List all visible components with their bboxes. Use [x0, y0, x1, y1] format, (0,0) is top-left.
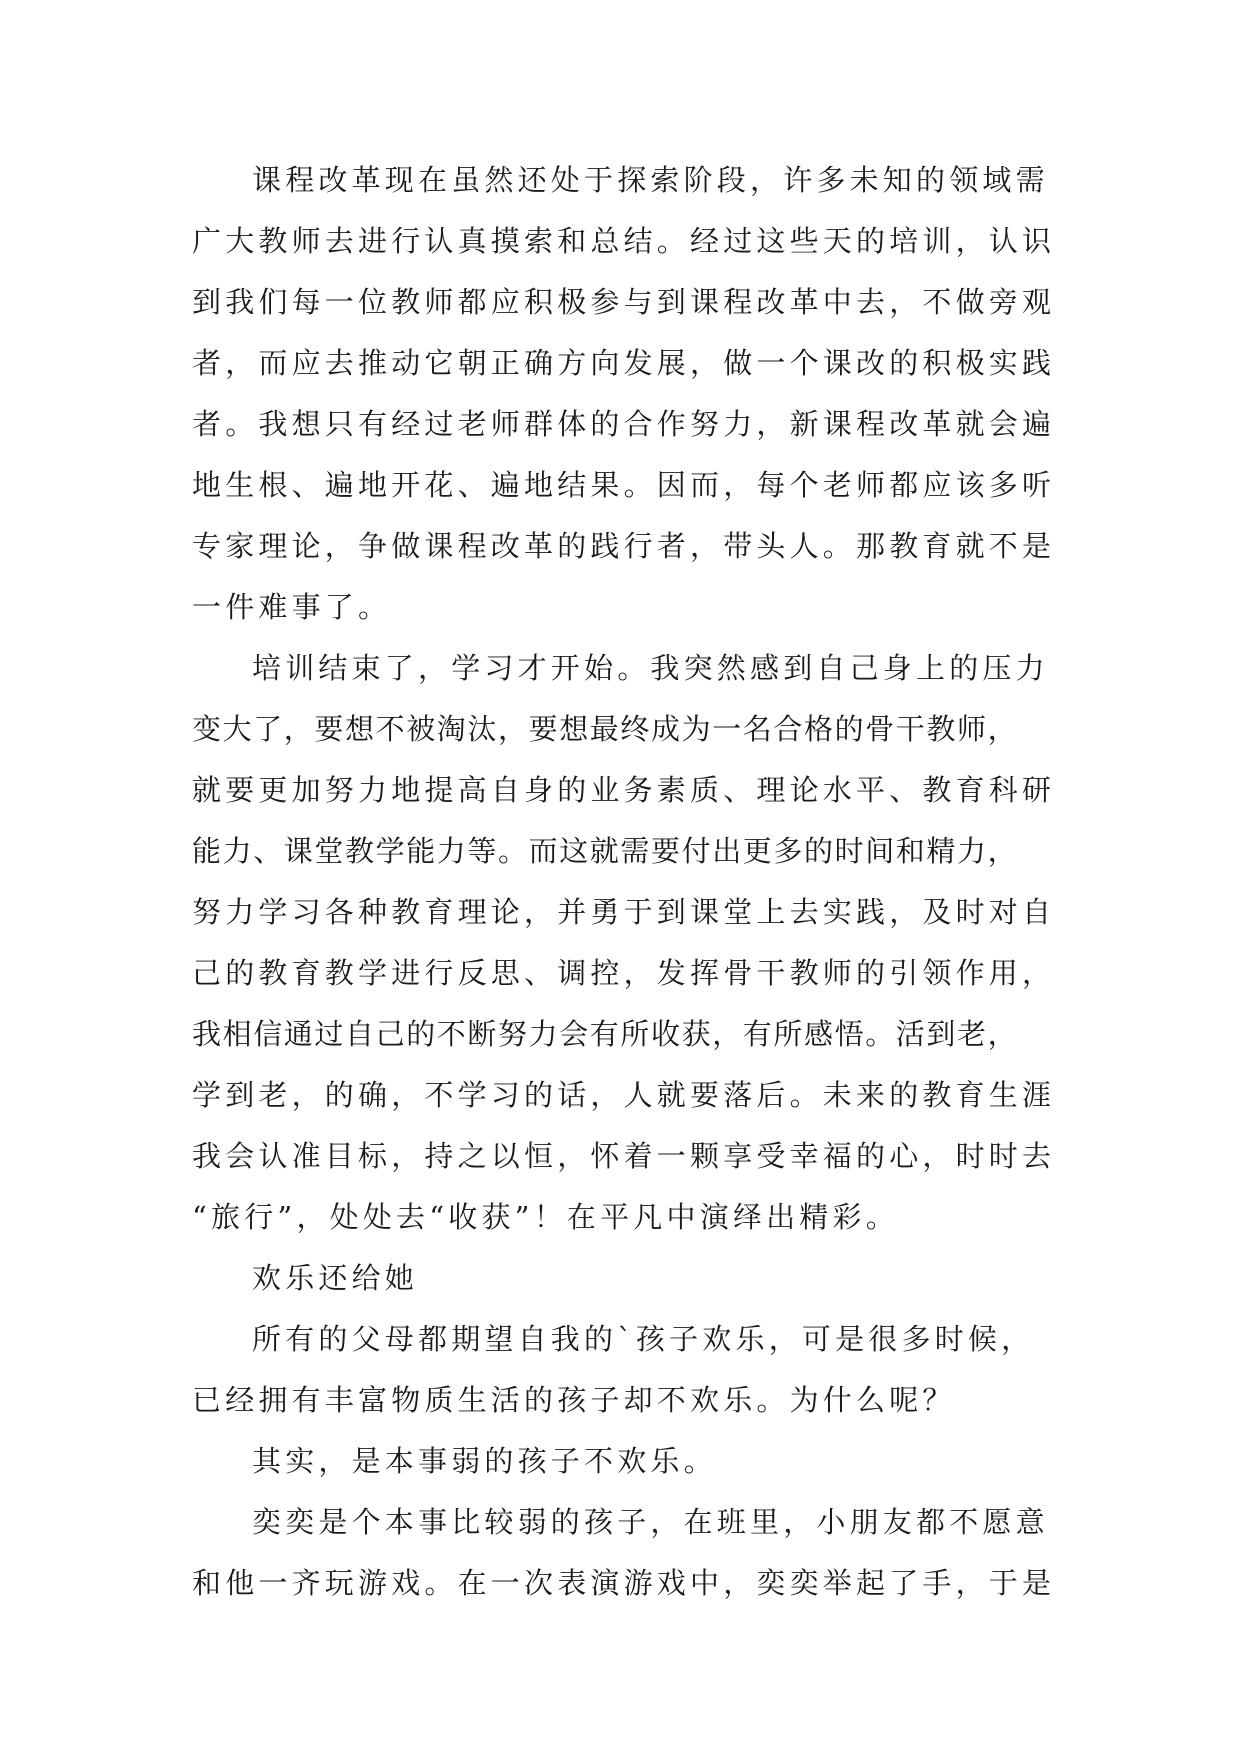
- paragraph-2-line-1: 培训结束了，学习才开始。我突然感到自己身上的压力: [252, 651, 1049, 685]
- document-body: [192, 150, 1056, 1614]
- paragraph-1-line-6: 地生根、遍地开花、遍地结果。因而，每个老师都应该多听: [192, 468, 1056, 502]
- paragraph-1-line-7: 专家理论，争做课程改革的践行者，带头人。那教育就不是: [192, 529, 1056, 563]
- paragraph-1-line-3: 到我们每一位教师都应积极参与到课程改革中去，不做旁观: [192, 285, 1056, 319]
- paragraph-1-line-1: 课程改革现在虽然还处于探索阶段，许多未知的领域需: [252, 163, 1049, 197]
- paragraph-5-line-1: 奕奕是个本事比较弱的孩子，在班里，小朋友都不愿意: [252, 1505, 1049, 1539]
- paragraph-1-line-2: 广大教师去进行认真摸索和总结。经过这些天的培训，认识: [192, 224, 1056, 258]
- paragraph-2-line-6: 己的教育教学进行反思、调控，发挥骨干教师的引领作用，: [192, 956, 1056, 990]
- paragraph-4-line-1: 其实，是本事弱的孩子不欢乐。: [252, 1444, 717, 1478]
- paragraph-1-line-5: 者。我想只有经过老师群体的合作努力，新课程改革就会遍: [192, 407, 1056, 441]
- paragraph-1-line-4: 者，而应去推动它朝正确方向发展，做一个课改的积极实践: [192, 346, 1056, 380]
- paragraph-1-line-8: 一件难事了。: [192, 590, 392, 624]
- paragraph-2-line-10: “旅行”，处处去“收获”！在平凡中演绎出精彩。: [192, 1200, 899, 1234]
- paragraph-3-line-1: 所有的父母都期望自我的`孩子欢乐，可是很多时候，: [252, 1322, 1035, 1356]
- paragraph-2-line-5: 努力学习各种教育理论，并勇于到课堂上去实践，及时对自: [192, 895, 1056, 929]
- section-heading: 欢乐还给她: [252, 1261, 419, 1295]
- paragraph-2-line-7: 我相信通过自己的不断努力会有所收获，有所感悟。活到老，: [192, 1017, 1019, 1051]
- paragraph-2-line-2: 变大了，要想不被淘汰，要想最终成为一名合格的骨干教师，: [192, 712, 1019, 746]
- paragraph-2-line-3: 就要更加努力地提高自身的业务素质、理论水平、教育科研: [192, 773, 1056, 807]
- paragraph-5-line-2: 和他一齐玩游戏。在一次表演游戏中，奕奕举起了手，于是: [192, 1566, 1056, 1600]
- paragraph-2-line-4: 能力、课堂教学能力等。而这就需要付出更多的时间和精力，: [192, 834, 1019, 868]
- paragraph-2-line-9: 我会认准目标，持之以恒，怀着一颗享受幸福的心，时时去: [192, 1139, 1056, 1173]
- paragraph-2-line-8: 学到老，的确，不学习的话，人就要落后。未来的教育生涯: [192, 1078, 1056, 1112]
- paragraph-3-line-2: 已经拥有丰富物质生活的孩子却不欢乐。为什么呢？: [192, 1383, 956, 1417]
